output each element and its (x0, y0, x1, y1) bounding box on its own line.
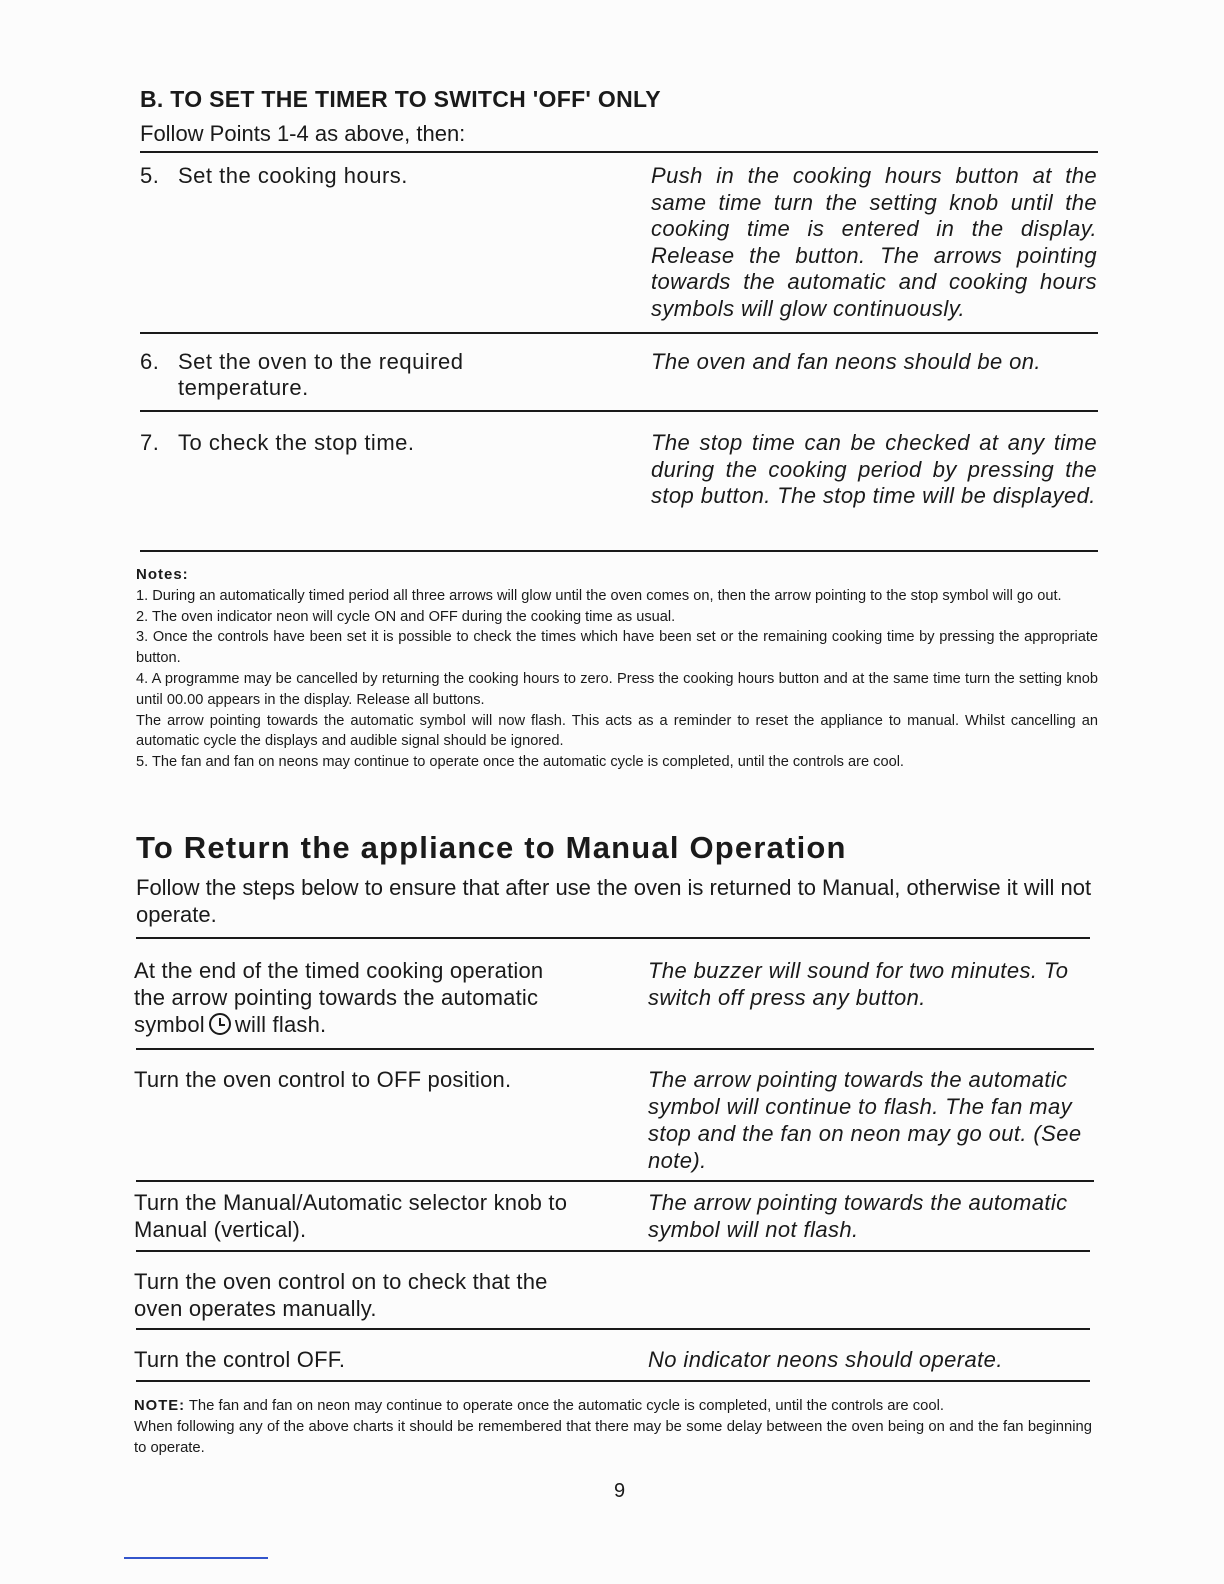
note-item: 1. During an automatically timed period all three arrows will glow until the oven comes on, then the arrow pointing to the stop symbol will go out. (136, 587, 1062, 604)
note-item: 2. The oven indicator neon will cycle ON and OFF during the cooking time as usual. (136, 608, 676, 625)
note-item: 3. Once the controls have been set it is possible to check the times which have been set or the remaining cooking time by pressing the appropriate button. (136, 629, 1098, 667)
notes-block (136, 565, 1098, 773)
note-text: The fan and fan on neon may continue to operate once the automatic cycle is completed, until the controls are cool. (188, 1398, 944, 1414)
step-text: Set the cooking hours. (178, 163, 408, 188)
footer-rule (124, 1557, 268, 1559)
step-5-action (140, 163, 610, 189)
divider (140, 410, 1098, 412)
row-2-action: Turn the oven control to OFF position. (134, 1067, 512, 1092)
step-text: Set the oven to the required temperature. (178, 349, 464, 400)
manual-operation-heading: To Return the appliance to Manual Operation (136, 830, 847, 865)
note-item: 5. The fan and fan on neons may continue to operate once the automatic cycle is completed, until the controls are cool. (136, 754, 904, 771)
row-3-result: The arrow pointing towards the automatic symbol will not flash. (648, 1190, 1068, 1242)
step-number: 5. (140, 163, 160, 188)
final-note (134, 1396, 1092, 1459)
step-7-result: The stop time can be checked at any time during the cooking period by pressing the stop button. The stop time will be displayed. (651, 430, 1097, 509)
note-item: The arrow pointing towards the automatic symbol will now flash. This acts as a reminder to reset the appliance to manual. Whilst cancelling an automatic cycle the displays and audible signal should be ignored. (136, 712, 1098, 750)
divider (136, 937, 1090, 939)
step-6-action (140, 349, 610, 401)
row-3-action: Turn the Manual/Automatic selector knob to Manual (vertical). (134, 1190, 568, 1242)
row-1-action-text-end: will flash. (234, 1012, 327, 1037)
row-1-action-text: At the end of the timed cooking operation the arrow pointing towards the automatic symbol (134, 958, 544, 1037)
clock-icon (209, 1013, 231, 1035)
row-1-result: The buzzer will sound for two minutes. To switch off press any button. (648, 958, 1069, 1010)
row-2-result: The arrow pointing towards the automatic symbol will continue to flash. The fan may stop and the fan on neon may go out. (See note). (648, 1067, 1082, 1173)
divider (136, 1250, 1090, 1252)
step-text: To check the stop time. (178, 430, 415, 455)
divider (136, 1380, 1090, 1382)
manual-intro: Follow the steps below to ensure that after use the oven is returned to Manual, otherwise it will not operate. (136, 875, 1092, 927)
note-text: When following any of the above charts it should be remembered that there may be some delay between the oven being on and the fan beginning to operate. (134, 1419, 1092, 1456)
row-5-action: Turn the control OFF. (134, 1347, 346, 1372)
divider (140, 332, 1098, 334)
step-number: 6. (140, 349, 160, 374)
divider (140, 550, 1098, 552)
section-b-heading: B. TO SET THE TIMER TO SWITCH 'OFF' ONLY (140, 86, 661, 112)
step-number: 7. (140, 430, 160, 455)
divider (136, 1048, 1094, 1050)
note-item: 4. A programme may be cancelled by returning the cooking hours to zero. Press the cooking hours button and at the same time turn the setting knob until 00.00 appears in the display. Release all buttons. (136, 670, 1098, 708)
step-5-result: Push in the cooking hours button at the same time turn the setting knob until the cooking time is entered in the display. Release the button. The arrows pointing towards the automatic and cooking hours symbols will glow continuously. (651, 163, 1097, 321)
page-number: 9 (614, 1480, 626, 1502)
notes-title: Notes: (136, 566, 189, 583)
step-6-result: The oven and fan neons should be on. (651, 349, 1041, 374)
divider (136, 1328, 1090, 1330)
follow-points-text: Follow Points 1-4 as above, then: (140, 121, 466, 146)
divider (136, 1180, 1094, 1182)
row-1-action (134, 957, 574, 1038)
step-7-action (140, 430, 610, 456)
row-4-action: Turn the oven control on to check that the oven operates manually. (134, 1269, 548, 1321)
note-label: NOTE: (134, 1398, 186, 1414)
divider (140, 151, 1098, 153)
row-5-result: No indicator neons should operate. (648, 1347, 1003, 1372)
